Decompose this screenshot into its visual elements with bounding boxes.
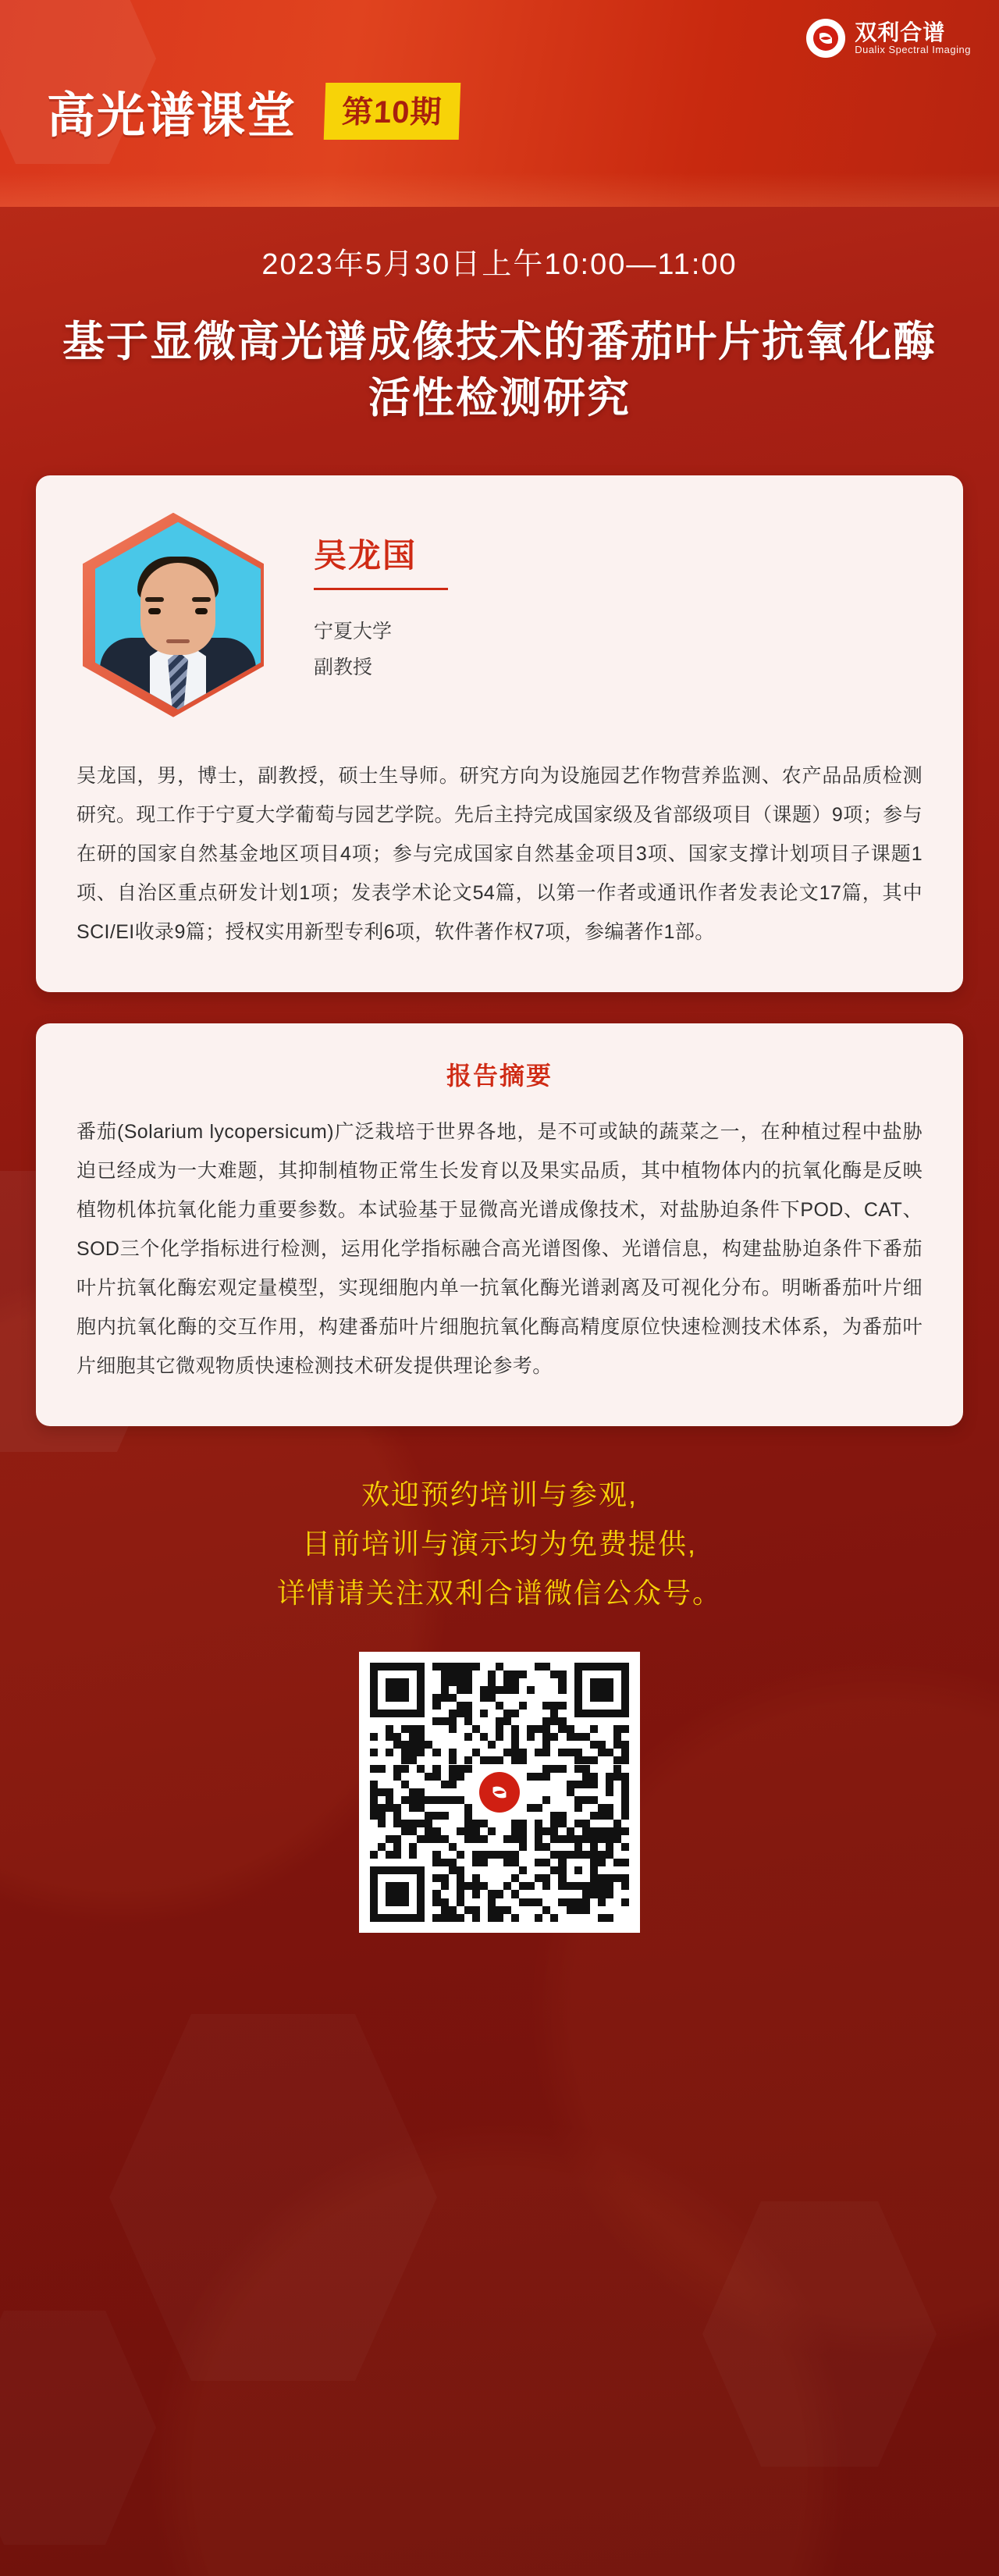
speaker-position: 副教授 <box>314 656 373 678</box>
dualix-swirl-logo-icon <box>806 19 845 58</box>
call-to-action <box>0 1470 999 1617</box>
brand-logo <box>806 19 971 58</box>
speaker-bio: 吴龙国，男，博士，副教授，硕士生导师。研究方向为设施园艺作物营养监测、农产品品质检测研究。现工作于宁夏大学葡萄与园艺学院。先后主持完成国家级及省部级项目（课题）9项；参与在研的国家自然基金地区项目4项；参与完成国家自然基金项目3项、国家支撑计划项目子课题1项、自治区重点研发计划1项；发表学术论文54篇，以第一作者或通讯作者发表论文17篇，其中SCI/EI收录9篇；授权实用新型专利6项，软件著作权7项，参编著作1部。 <box>76 764 923 943</box>
portrait-eye-right <box>195 608 208 614</box>
speaker-card <box>36 475 963 992</box>
portrait-eye-left <box>148 608 161 614</box>
poster-header <box>0 0 999 207</box>
speaker-name-underline <box>314 588 448 590</box>
qr-pattern <box>370 1663 629 1922</box>
header-wave-divider <box>0 173 999 207</box>
portrait-mouth <box>166 639 190 643</box>
course-title-row <box>47 76 460 146</box>
page-title: 基于显微高光谱成像技术的番茄叶片抗氧化酶活性检测研究 <box>62 318 937 422</box>
qr-center-logo <box>474 1767 525 1818</box>
portrait-brow-right <box>192 597 211 602</box>
cta-line-2: 目前培训与演示均为免费提供, <box>301 1527 697 1560</box>
abstract-title: 报告摘要 <box>446 1061 553 1090</box>
issue-badge: 第10期 <box>324 83 460 140</box>
abstract-card <box>36 1023 963 1426</box>
header-hexagon-2 <box>484 0 718 187</box>
cta-line-3: 详情请关注双利合谱微信公众号。 <box>276 1576 722 1609</box>
brand-name-cn: 双利合谱 <box>855 20 946 45</box>
cta-line-1: 欢迎预约培训与参观, <box>361 1478 638 1510</box>
wechat-official-account-qr-code[interactable] <box>359 1652 640 1933</box>
event-datetime: 2023年5月30日上午10:00—11:00 <box>261 248 738 281</box>
brand-name-en: Dualix Spectral Imaging <box>855 43 971 55</box>
avatar <box>76 513 272 724</box>
speaker-affiliation: 宁夏大学 <box>314 620 393 642</box>
speaker-name: 吴龙国 <box>314 536 418 574</box>
dualix-swirl-logo-icon <box>479 1772 520 1813</box>
portrait-brow-left <box>145 597 164 602</box>
course-title: 高光谱课堂 <box>47 89 297 143</box>
abstract-body: 番茄(Solarium lycopersicum)广泛栽培于世界各地，是不可或缺的蔬菜之一，在种植过程中盐胁迫已经成为一大难题，其抑制植物正常生长发育以及果实品质，其中植物体内的抗氧化酶是反映植物机体抗氧化能力重要参数。本试验基于显微高光谱成像技术，对盐胁迫条件下POD、CAT、SOD三个化学指标进行检测，运用化学指标融合高光谱图像、光谱信息，构建盐胁迫条件下番茄叶片抗氧化酶宏观定量模型，实现细胞内单一抗氧化酶光谱剥离及可视化分布。明晰番茄叶片细胞内抗氧化酶的交互作用，构建番茄叶片细胞抗氧化酶高精度原位快速检测技术体系，为番茄叶片细胞其它微观物质快速检测技术研发提供理论参考。 <box>76 1120 923 1377</box>
